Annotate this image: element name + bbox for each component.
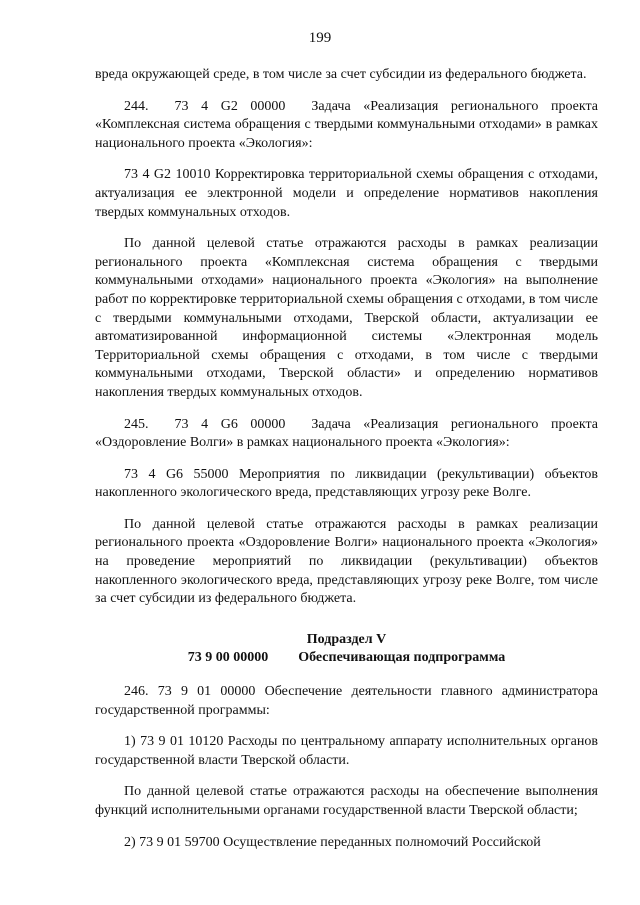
document-body: [95, 66, 598, 865]
item-code: 73 4 G2 00000: [174, 98, 286, 114]
item-code: 73 4 G6 00000: [174, 416, 286, 432]
paragraph-246: 246. 73 9 01 00000 Обеспечение деятельности главного администратора государственной программы:: [95, 684, 598, 718]
paragraph: По данной целевой статье отражаются расходы на обеспечение выполнения функций исполнительными органами государственной власти Тверской области;: [95, 784, 598, 818]
item-text: Задача «Реализация регионального проекта «Комплексная система обращения с твердыми коммунальными отходами» в рамках национального проекта «Экология»:: [95, 98, 598, 151]
item-number: 245.: [124, 416, 149, 432]
page-number: 199: [308, 30, 332, 46]
paragraph-245: [95, 416, 598, 453]
subsection-title: [95, 649, 598, 668]
subsection-heading: Подраздел V: [306, 631, 387, 647]
paragraph-244: [95, 98, 598, 154]
item-text: Задача «Реализация регионального проекта «Оздоровление Волги» в рамках национального проекта «Экология»:: [95, 416, 598, 451]
paragraph: По данной целевой статье отражаются расходы в рамках реализации регионального проекта «Оздоровление Волги» национального проекта «Экология» на проведение мероприятий по ликвидации (рекультивации) объектов накопленного экологического вреда, представляющих угрозу реке Волге, том числе за счет субсидии из федерального бюджета.: [95, 516, 598, 607]
item-number: 244.: [124, 98, 149, 114]
paragraph: 2) 73 9 01 59700 Осуществление переданных полномочий Российской: [124, 834, 541, 850]
paragraph: 1) 73 9 01 10120 Расходы по центральному аппарату исполнительных органов государственной власти Тверской области.: [95, 734, 598, 768]
paragraph: 73 4 G6 55000 Мероприятия по ликвидации (рекультивации) объектов накопленного экологического вреда, представляющих угрозу реке Волге.: [95, 466, 598, 501]
paragraph: 73 4 G2 10010 Корректировка территориальной схемы обращения с отходами, актуализация ее электронной модели и определение нормативов накопления твердых коммунальных отходов.: [95, 167, 598, 220]
paragraph: По данной целевой статье отражаются расходы в рамках реализации регионального проекта «Комплексная система обращения с твердыми коммунальными отходами» национального проекта «Экология» на выполнение работ по корректировке территориальной схемы обращения с отходами, в том числе с твердыми коммунальными отходами, Тверской области, актуализации ее автоматизированной информационной системы «Электронная модель Территориальной схемы обращения с отходами, в том числе с твердыми коммунальными отходами, Тверской области» и определению нормативов накопления твердых коммунальных отходов.: [95, 236, 598, 400]
paragraph: вреда окружающей среде, в том числе за счет субсидии из федерального бюджета.: [95, 67, 587, 82]
subsection-code: 73 9 00 00000: [187, 650, 269, 666]
subsection-name: Обеспечивающая подпрограмма: [298, 650, 506, 666]
